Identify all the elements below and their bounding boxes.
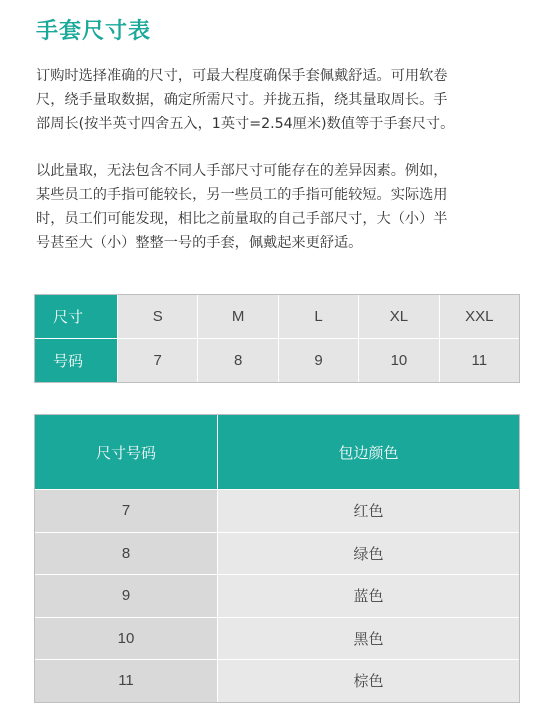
size-cell: M xyxy=(197,295,277,338)
table-row xyxy=(35,617,519,660)
row-color: 绿色 xyxy=(217,533,519,575)
table-row xyxy=(35,532,519,575)
number-cell: 7 xyxy=(117,339,197,382)
size-cell: L xyxy=(278,295,358,338)
row-color: 棕色 xyxy=(217,660,519,702)
table-row xyxy=(35,659,519,702)
row-number: 9 xyxy=(35,575,217,617)
row-color: 蓝色 xyxy=(217,575,519,617)
size-row-header: 尺寸 xyxy=(35,295,117,338)
table-row xyxy=(35,574,519,617)
page-title: 手套尺寸表 xyxy=(36,19,152,44)
number-cell: 10 xyxy=(358,339,438,382)
row-number: 10 xyxy=(35,618,217,660)
number-row-header: 号码 xyxy=(35,339,117,382)
table-row xyxy=(35,489,519,532)
size-table xyxy=(34,294,520,383)
header-size-number: 尺寸号码 xyxy=(95,443,156,462)
intro-paragraph xyxy=(36,64,522,136)
color-table-header xyxy=(35,415,519,489)
number-cell: 11 xyxy=(439,339,519,382)
number-cell: 8 xyxy=(197,339,277,382)
header-edge-color: 包边颜色 xyxy=(217,415,519,489)
paragraph-line: 部周长(按半英寸四舍五入，1英寸=2.54厘米)数值等于手套尺寸。 xyxy=(36,116,455,132)
row-number: 11 xyxy=(35,660,217,702)
color-table xyxy=(34,414,520,703)
note-paragraph xyxy=(36,159,522,255)
paragraph-line: 时，员工们可能发现，相比之前量取的自己手部尺寸，大（小）半 xyxy=(36,211,448,227)
paragraph-line: 尺，绕手量取数据，确定所需尺寸。并拢五指，绕其量取周长。手 xyxy=(36,92,448,108)
size-row xyxy=(35,295,519,338)
size-cell: XXL xyxy=(439,295,519,338)
number-row xyxy=(35,338,519,382)
paragraph-line: 以此量取，无法包含不同人手部尺寸可能存在的差异因素。例如， xyxy=(36,163,448,179)
row-color: 黑色 xyxy=(217,618,519,660)
row-number: 8 xyxy=(35,533,217,575)
size-cell: XL xyxy=(358,295,438,338)
row-number: 7 xyxy=(35,490,217,532)
paragraph-line: 订购时选择准确的尺寸，可最大程度确保手套佩戴舒适。可用软卷 xyxy=(36,68,448,84)
row-color: 红色 xyxy=(217,490,519,532)
paragraph-line: 号甚至大（小）整整一号的手套，佩戴起来更舒适。 xyxy=(36,235,363,251)
paragraph-line: 某些员工的手指可能较长，另一些员工的手指可能较短。实际选用 xyxy=(36,187,448,203)
number-cell: 9 xyxy=(278,339,358,382)
size-cell: S xyxy=(117,295,197,338)
